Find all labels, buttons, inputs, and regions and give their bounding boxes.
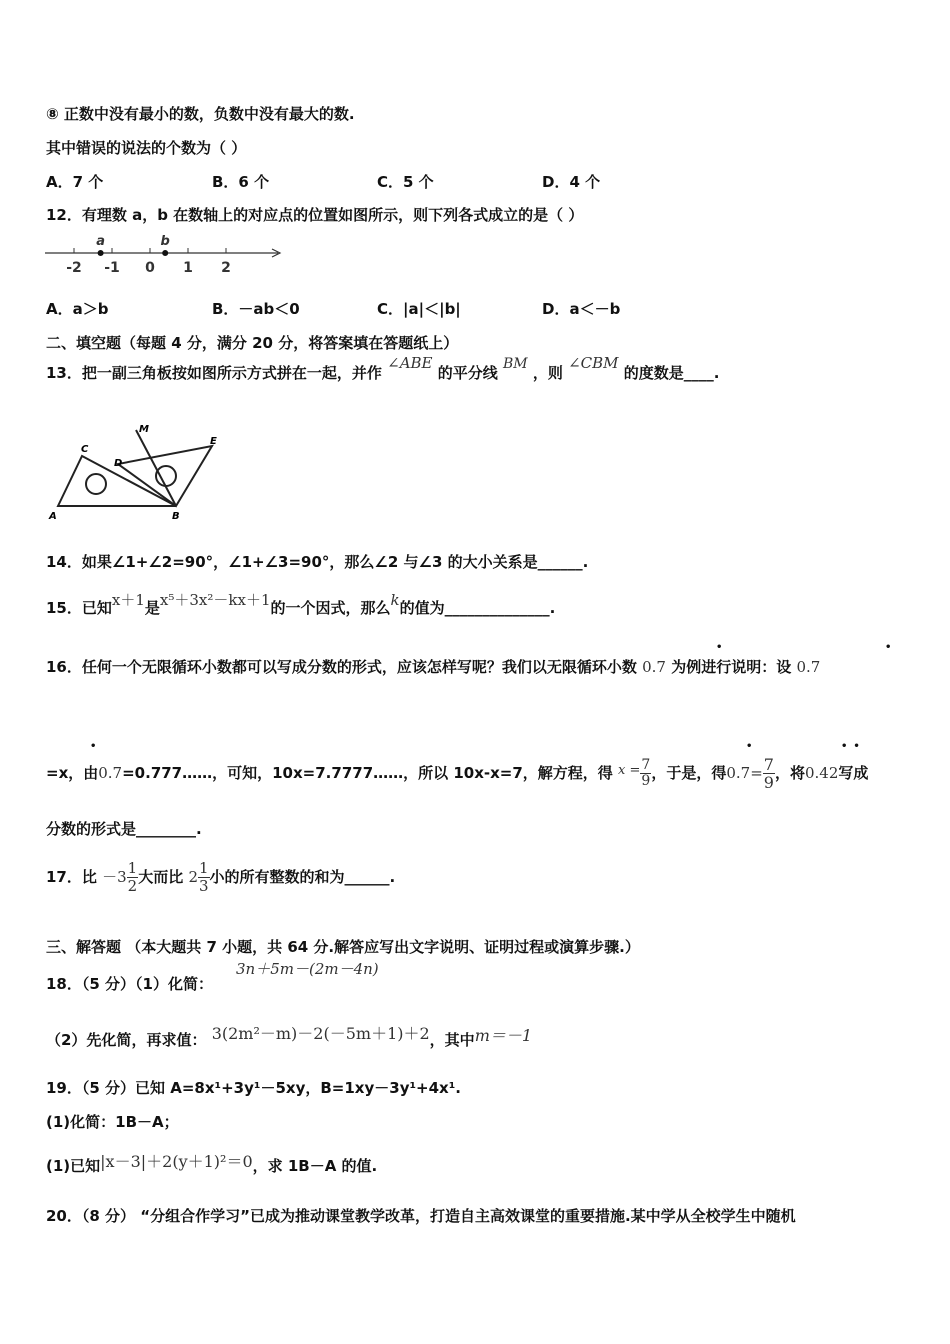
fig-label-c: C: [81, 444, 89, 455]
q16-line-1: [46, 656, 820, 677]
q12-prompt: 12．有理数 a，b 在数轴上的对应点的位置如图所示，则下列各式成立的是（ ）: [46, 206, 584, 224]
q13-text-1: 13．把一副三角板按如图所示方式拼在一起，并作: [46, 364, 382, 382]
q15-k: k: [390, 591, 400, 609]
q20-text: 20．（8 分） “分组合作学习”已成为推动课堂教学改革，打造自主高效课堂的重要措施.某中学从全校学生中随机: [46, 1207, 796, 1225]
q18-label: 18．（5 分）（1）化简：: [46, 975, 213, 993]
number-line-tick-label: -1: [104, 260, 120, 276]
q16-text-2a: =x，由: [46, 764, 99, 782]
q12-option-d: D．a＜－b: [542, 300, 621, 318]
q16-repeating-2: 0.7: [796, 658, 821, 676]
q16-text-3: 分数的形式是________.: [46, 820, 202, 838]
q13-text-2: 的平分线: [437, 364, 498, 382]
q11-option-d: D．4 个: [542, 173, 601, 191]
q15-line: [46, 591, 556, 618]
q19-line-3: [46, 1153, 377, 1176]
q17-whole-2: 2: [188, 868, 198, 886]
number-line-point-label-b: b: [160, 234, 170, 249]
q15-polynomial: x⁵＋3x²－kx＋1: [159, 591, 271, 609]
q13-line: [46, 354, 720, 383]
q17-fraction-1: $\frac{1}{2}$: [127, 859, 138, 895]
q17-text-2: 大而比: [138, 868, 184, 886]
q18-expression-1: 3n＋5m－(2m－4n): [236, 960, 379, 978]
q16-equals: =: [750, 764, 763, 782]
number-line-tick-label: 0: [145, 260, 155, 276]
triangle-hole-left: [86, 474, 106, 494]
q18-label-2: （2）先化简，再求值：: [46, 1031, 207, 1049]
q16-repeating-4: 0.7: [726, 764, 751, 782]
number-line-tick-label: 2: [221, 260, 231, 276]
q17-whole-1: －3: [102, 868, 127, 886]
q16-repeating-3: 0.7: [98, 764, 123, 782]
q13-text-4: 的度数是____.: [623, 364, 720, 382]
fig-label-m: M: [139, 424, 149, 435]
q13-angle-abe: ∠ABE: [387, 354, 433, 372]
q19-text-3b: ，求 1B－A 的值.: [252, 1157, 378, 1175]
q16-fraction-1: $\frac{7}{9}$: [641, 757, 651, 789]
fig-label-a: A: [49, 511, 57, 522]
q11-option-a: A．7 个: [46, 173, 104, 191]
q11-option-c: C．5 个: [377, 173, 434, 191]
q17-text-3: 小的所有整数的和为______.: [209, 868, 396, 886]
q16-text-2c: ，于是，得: [651, 764, 727, 782]
q12-option-c: C．|a|＜|b|: [377, 300, 461, 318]
number-line-point-b: [162, 250, 168, 256]
q14-text: 14．如果∠1+∠2=90°，∠1+∠3=90°，那么∠2 与∠3 的大小关系是______.: [46, 553, 589, 571]
q15-text-3: 的一个因式，那么: [270, 599, 391, 617]
q17-fraction-2: $\frac{1}{3}$: [199, 859, 209, 895]
q19-text-1: 19．（5 分）已知 A=8x¹+3y¹－5xy，B=1xy－3y¹+4x¹.: [46, 1079, 461, 1097]
q16-text-1: 16．任何一个无限循环小数都可以写成分数的形式，应该怎样写呢？我们以无限循环小数: [46, 658, 637, 676]
number-line-tick-label: -2: [66, 260, 82, 276]
q16-text-2d: ，将: [774, 764, 805, 782]
q8-text: ⑧ 正数中没有最小的数，负数中没有最大的数.: [46, 105, 355, 123]
q16-dot-5: ••: [841, 741, 866, 752]
number-line-point-label-a: a: [96, 234, 105, 249]
section3-title: 三、解答题 （本大题共 7 小题，共 64 分.解答应写出文字说明、证明过程或演算步骤.）: [46, 938, 640, 956]
triangle-figure: [44, 420, 234, 526]
q11-option-b: B．6 个: [212, 173, 270, 191]
q18-expression-2: 3(2m²－m)－2(－5m＋1)＋2: [211, 1024, 430, 1043]
q17-line: [46, 860, 395, 895]
q19-condition: |x－3|＋2(y＋1)²＝0: [100, 1152, 253, 1171]
q13-angle-cbm: ∠CBM: [568, 354, 619, 372]
q16-text-1b: 为例进行说明：设: [671, 658, 792, 676]
q18-part2-line: [46, 1024, 533, 1050]
q16-x-eq: x =: [618, 763, 641, 778]
q19-text-2: (1)化简：1B－A；: [46, 1113, 179, 1131]
q16-dot-1: •: [716, 642, 723, 653]
q19-text-3a: (1)已知: [46, 1157, 101, 1175]
q16-repeating-5: 0.42: [804, 764, 839, 782]
fig-label-d: D: [114, 458, 123, 469]
q18-condition: m＝－1: [474, 1026, 533, 1045]
q15-text-1: 15．已知: [46, 599, 112, 617]
q16-dot-2: •: [885, 642, 892, 653]
q11-prompt: 其中错误的说法的个数为（ ）: [46, 139, 247, 157]
q16-repeating-1: 0.7: [642, 658, 666, 676]
q15-text-4: 的值为______________.: [399, 599, 556, 617]
q13-text-3: ，则: [532, 364, 563, 382]
q13-bm: BM: [502, 356, 528, 372]
triangle-right: [118, 446, 212, 506]
number-line-figure: [40, 230, 300, 278]
section2-title: 二、填空题（每题 4 分，满分 20 分，将答案填在答题纸上）: [46, 334, 459, 352]
q12-option-a: A．a＞b: [46, 300, 109, 318]
q16-line-2: [46, 756, 868, 791]
q16-dot-3: •: [90, 741, 97, 752]
q18-cond-label: ，其中: [429, 1031, 475, 1049]
q15-text-2: 是: [144, 599, 160, 617]
number-line-tick-label: 1: [183, 260, 193, 276]
q17-text-1: 17．比: [46, 868, 97, 886]
q16-text-2e: 写成: [838, 764, 869, 782]
fig-label-e: E: [210, 436, 217, 447]
fig-label-b: B: [172, 511, 180, 522]
q16-fraction-2: $\frac{7}{9}$: [763, 755, 774, 792]
q16-dot-4: •: [746, 741, 753, 752]
number-line-point-a: [98, 250, 104, 256]
triangle-hole-right: [156, 466, 176, 486]
q16-text-2b: =0.777……，可知，10x=7.7777……，所以 10x-x=7，解方程，得: [122, 764, 613, 782]
q15-factor: x＋1: [111, 591, 145, 609]
q12-option-b: B．－ab＜0: [212, 300, 300, 318]
